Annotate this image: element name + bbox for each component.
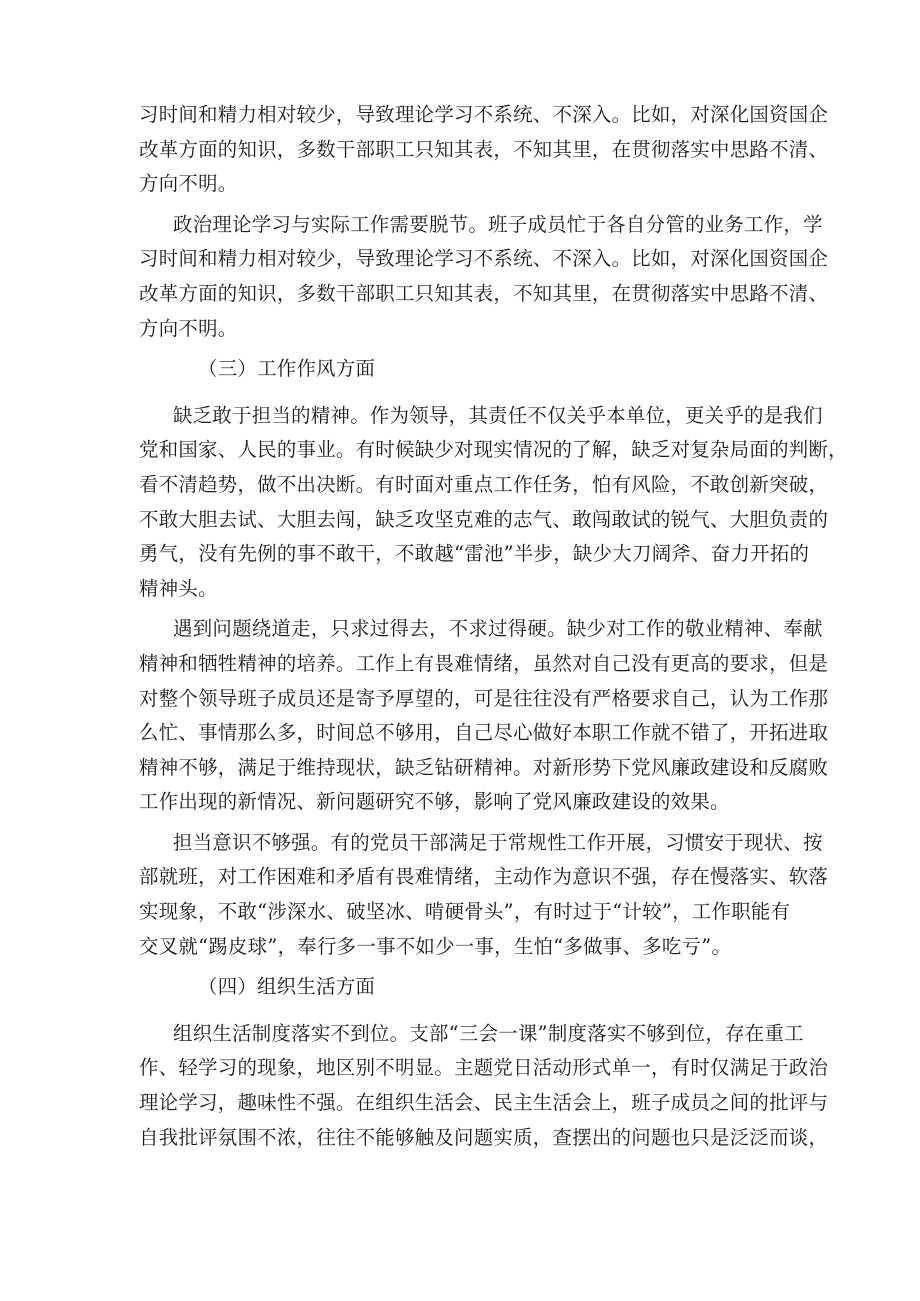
text-line: 部就班，对工作困难和矛盾有畏难情绪，主动作为意识不强，存在慢落实、软落 [139,865,829,889]
paragraph [139,612,829,820]
paragraph [139,1017,829,1155]
section-heading: （三）工作作风方面 [198,357,376,381]
text-line: 理论学习，趣味性不强。在组织生活会、民主生活会上，班子成员之间的批评与 [139,1091,829,1115]
text-line: 对整个领导班子成员还是寄予厚望的，可是往往没有严格要求自己，认为工作那 [139,686,829,710]
text-line: 党和国家、人民的事业。有时候缺少对现实情况的了解，缺乏对复杂局面的判断， [139,438,848,462]
text-line: 实现象，不敢“涉深水、破坚冰、啃硬骨头”，有时过于“计较”，工作职能有 [139,900,791,924]
paragraph [139,826,829,964]
text-line: 作、轻学习的现象，地区别不明显。主题党日活动形式单一，有时仅满足于政治 [139,1056,829,1080]
text-line: 精神不够，满足于维持现状，缺乏钻研精神。对新形势下党风廉政建设和反腐败 [139,755,829,779]
text-line: 么忙、事情那么多，时间总不够用，自己尽心做好本职工作就不错了，开拓进取 [139,721,829,745]
text-line: 改革方面的知识，多数干部职工只知其表，不知其里，在贯彻落实中思路不清、 [139,281,829,305]
text-line: 不敢大胆去试、大胆去闯，缺乏攻坚克难的志气、敢闯敢试的锐气、大胆负责的 [139,507,829,531]
paragraph-continuation [139,98,829,202]
text-line: 遇到问题绕道走，只求过得去，不求过得硬。缺少对工作的敬业精神、奉献 [173,617,823,641]
text-line: 方向不明。 [139,172,238,196]
paragraph [139,208,829,346]
text-line: 缺乏敢于担当的精神。作为领导，其责任不仅关乎本单位，更关乎的是我们 [173,403,823,427]
text-line: 组织生活制度落实不到位。支部“三会一课”制度落实不够到位，存在重工 [173,1021,804,1045]
text-line: 政治理论学习与实际工作需要脱节。班子成员忙于各自分管的业务工作，学 [173,212,823,236]
paragraph [139,399,848,607]
section-heading: （四）组织生活方面 [198,975,376,999]
text-line: 看不清趋势，做不出决断。有时面对重点工作任务，怕有风险，不敢创新突破， [139,472,829,496]
text-line: 工作出现的新情况、新问题研究不够，影响了党风廉政建设的效果。 [139,790,730,814]
text-line: 担当意识不够强。有的党员干部满足于常规性工作开展，习惯安于现状、按 [173,830,823,854]
text-line: 勇气，没有先例的事不敢干，不敢越“雷池”半步，缺少大刀阔斧、奋力开拓的 [139,542,810,566]
text-line: 自我批评氛围不浓，往往不能够触及问题实质，查摆出的问题也只是泛泛而谈， [139,1125,829,1149]
text-line: 改革方面的知识，多数干部职工只知其表，不知其里，在贯彻落实中思路不清、 [139,137,829,161]
text-line: 习时间和精力相对较少，导致理论学习不系统、不深入。比如，对深化国资国企 [139,103,829,126]
text-line: 精神和牺牲精神的培养。工作上有畏难情绪，虽然对自己没有更高的要求，但是 [139,651,829,675]
document-body [139,98,848,1161]
text-line: 交叉就“踢皮球”，奉行多一事不如少一事，生怕“多做事、多吃亏”。 [139,934,732,958]
text-line: 习时间和精力相对较少，导致理论学习不系统、不深入。比如，对深化国资国企 [139,247,829,271]
text-line: 精神头。 [139,576,218,600]
text-line: 方向不明。 [139,316,238,340]
